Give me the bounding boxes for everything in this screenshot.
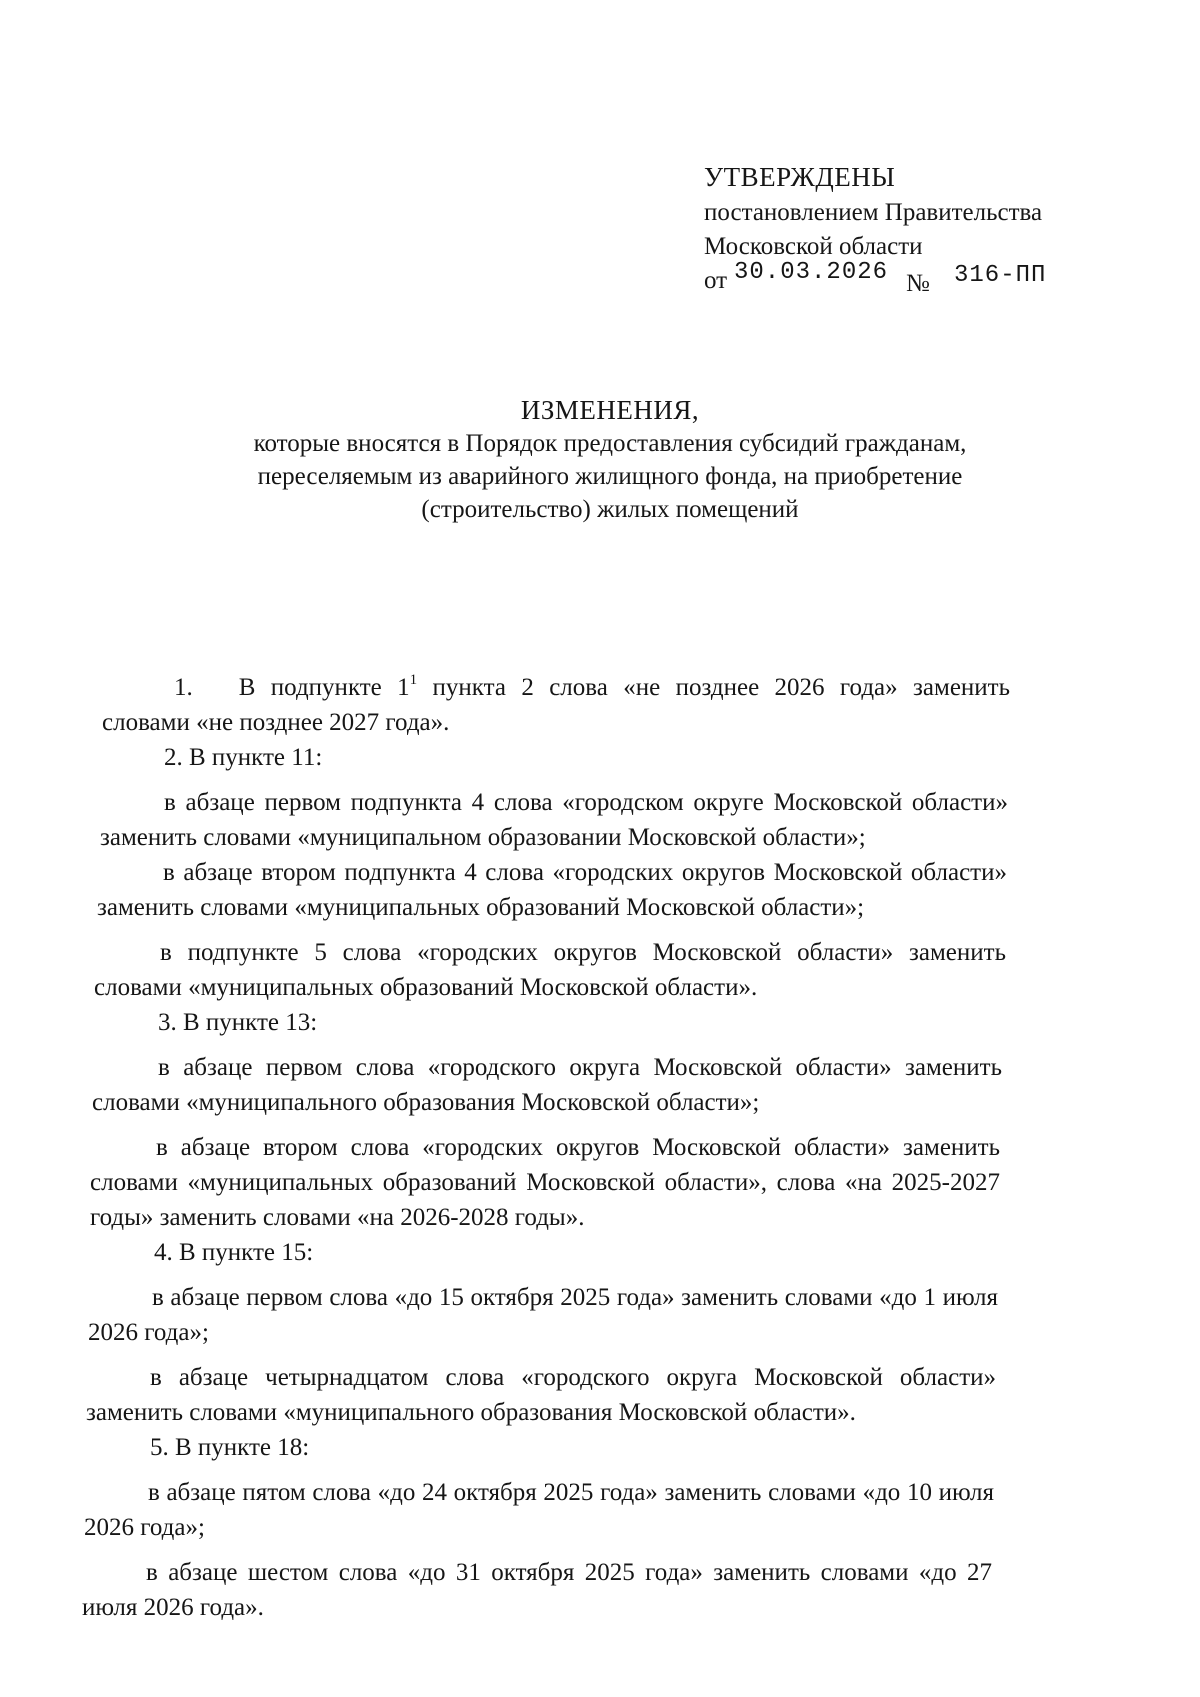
- approval-line-1: постановлением Правительства: [704, 199, 1043, 226]
- approval-line-2: Московской области: [704, 233, 923, 260]
- item-4-header-text: 4. В пункте 15:: [154, 1239, 314, 1266]
- heading-line-2: переселяемым из аварийного жилищного фонда, на приобретение: [257, 463, 963, 490]
- item-5-paragraph-1: [84, 1475, 994, 1545]
- item-2-paragraph-3: [94, 935, 1006, 1005]
- document-heading: [150, 393, 1070, 526]
- item-2-paragraph-2-text: в абзаце втором подпункта 4 слова «городских округов Московской области» заменить словами «муниципальных образований Московской области»;: [97, 859, 1007, 921]
- item-1-number: 1.: [174, 674, 193, 701]
- item-3-paragraph-2-text: в абзаце втором слова «городских округов Московской области» заменить словами «муниципальных образований Московской области», слова «на 2025-2027 годы» заменить словами «на 2026-2028 годы».: [90, 1134, 1000, 1231]
- item-5-paragraph-2: [82, 1555, 992, 1625]
- heading-line-1: которые вносятся в Порядок предоставления субсидий гражданам,: [253, 430, 967, 457]
- item-2-header-text: 2. В пункте 11:: [164, 744, 323, 771]
- item-2-paragraph-2: [97, 855, 1007, 925]
- heading-line-3: (строительство) жилых помещений: [421, 496, 799, 523]
- item-3-paragraph-1-text: в абзаце первом слова «городского округа Московской области» заменить словами «муниципального образования Московской области»;: [92, 1054, 1002, 1116]
- item-2-paragraph-1-text: в абзаце первом подпункта 4 слова «городском округе Московской области» заменить словами «муниципальном образовании Московской области»;: [100, 789, 1008, 851]
- item-3-paragraph-2: [90, 1130, 1000, 1235]
- item-5-header-text: 5. В пункте 18:: [150, 1434, 310, 1461]
- document-body: [0, 670, 1200, 1625]
- approval-date-row: [704, 259, 1124, 298]
- date-prefix: от: [704, 267, 728, 294]
- heading-title: ИЗМЕНЕНИЯ,: [520, 395, 700, 425]
- item-1-text-start: В подпункте 1: [238, 674, 410, 701]
- item-2-header: [100, 740, 1008, 775]
- item-1-paragraph: [102, 670, 1010, 740]
- item-5-header: [86, 1430, 996, 1465]
- item-3-header-text: 3. В пункте 13:: [158, 1009, 318, 1036]
- item-1-superscript: 1: [409, 671, 418, 688]
- item-1-text-end: пункта 2 слова «не позднее 2026 года» заменить словами «не позднее 2027 года».: [102, 674, 1010, 736]
- item-4-header: [90, 1235, 1000, 1270]
- number-sign: №: [906, 270, 930, 297]
- item-2-paragraph-1: [100, 785, 1008, 855]
- item-2-paragraph-3-text: в подпункте 5 слова «городских округов Московской области» заменить словами «муниципальных образований Московской области».: [94, 939, 1006, 1001]
- approval-title: УТВЕРЖДЕНЫ: [704, 162, 896, 192]
- approval-date: 30.03.2026: [734, 259, 889, 286]
- item-5-paragraph-1-text: в абзаце пятом слова «до 24 октября 2025 года» заменить словами «до 10 июля 2026 года»;: [84, 1479, 994, 1541]
- item-4-paragraph-1: [88, 1280, 998, 1350]
- item-3-header: [94, 1005, 1004, 1040]
- approval-number: 316-ПП: [954, 262, 1047, 289]
- item-4-paragraph-1-text: в абзаце первом слова «до 15 октября 2025 года» заменить словами «до 1 июля 2026 года»;: [88, 1284, 998, 1346]
- item-4-paragraph-2: [86, 1360, 996, 1430]
- item-5-paragraph-2-text: в абзаце шестом слова «до 31 октября 2025 года» заменить словами «до 27 июля 2026 года».: [82, 1559, 992, 1621]
- item-4-paragraph-2-text: в абзаце четырнадцатом слова «городского округа Московской области» заменить словами «муниципального образования Московской области».: [86, 1364, 996, 1426]
- approval-stamp-block: [704, 158, 1124, 298]
- item-3-paragraph-1: [92, 1050, 1002, 1120]
